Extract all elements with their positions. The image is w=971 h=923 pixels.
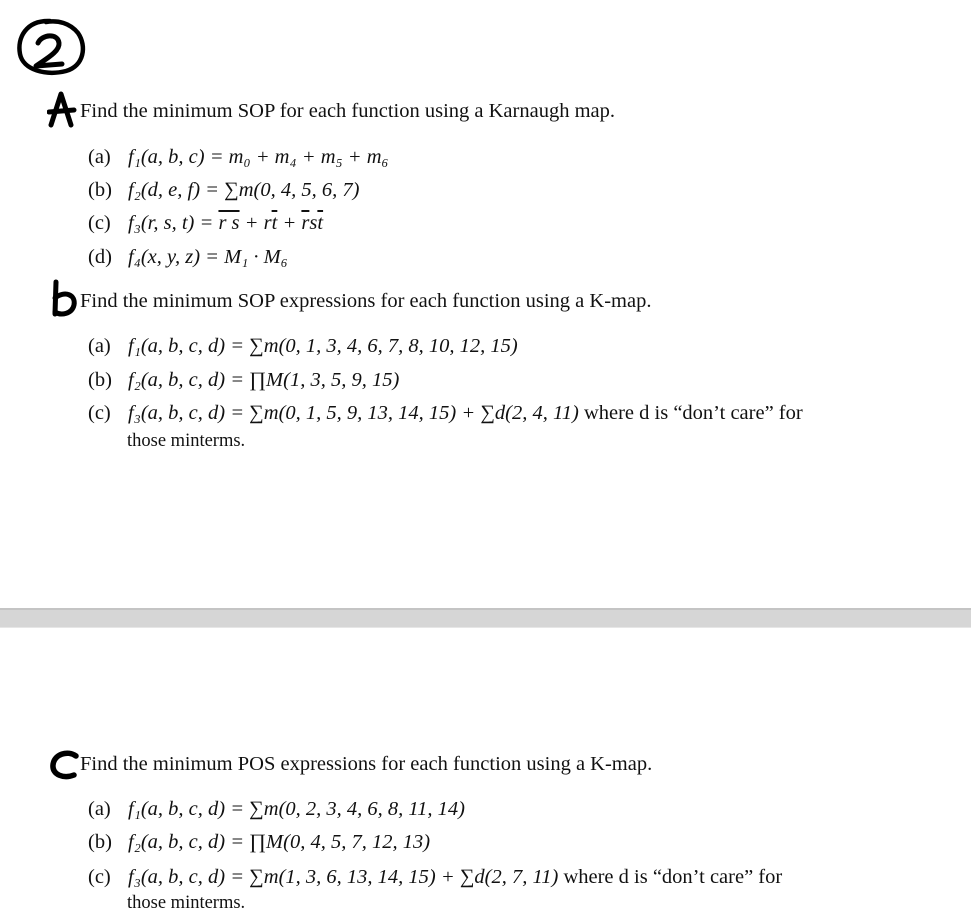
item-label: (a) bbox=[88, 798, 111, 820]
section-c-item-a bbox=[88, 796, 465, 822]
section-b-item-c bbox=[88, 400, 803, 426]
circled-problem-number-icon bbox=[12, 16, 88, 78]
section-c-item-c bbox=[88, 864, 782, 890]
item-label: (c) bbox=[88, 866, 111, 888]
item-label: (c) bbox=[88, 212, 111, 234]
section-a-item-d bbox=[88, 244, 288, 270]
section-c-item-c-continuation: those minterms. bbox=[127, 893, 246, 913]
section-a-item-a bbox=[88, 144, 389, 170]
section-b-marker-text: b bbox=[49, 278, 50, 279]
section-b-item-b bbox=[88, 367, 399, 393]
section-c-item-b bbox=[88, 829, 430, 855]
item-expression: f₁(a, b, c, d) = ∑m(0, 2, 3, 4, 6, 8, 11, 14) bbox=[128, 798, 465, 820]
item-tail-text: where d is “don’t care” for bbox=[563, 866, 783, 888]
item-expression: f₁(a, b, c) = m₀ + m₄ + m₅ + m₆ bbox=[128, 146, 389, 168]
item-expression: f₁(a, b, c, d) = ∑m(0, 1, 3, 4, 6, 7, 8, 10, 12, 15) bbox=[128, 335, 518, 357]
item-label: (c) bbox=[88, 402, 111, 424]
item-expression: f₃(a, b, c, d) = ∑m(1, 3, 6, 13, 14, 15) + ∑d(2, 7, 11) bbox=[128, 866, 559, 888]
item-label: (a) bbox=[88, 146, 111, 168]
item-label: (b) bbox=[88, 179, 112, 201]
section-a-heading: Find the minimum SOP for each function using a Karnaugh map. bbox=[80, 100, 616, 122]
section-a-marker-text: A bbox=[47, 90, 48, 91]
item-label: (b) bbox=[88, 831, 112, 853]
section-c-marker-text: C bbox=[48, 750, 49, 751]
item-expression: f₃(r, s, t) = r $s + r\overline{t} + \overline{r}s\overline{t}$ bbox=[128, 212, 324, 234]
document-page-bottom bbox=[0, 628, 971, 923]
section-c-marker-icon bbox=[48, 750, 80, 780]
item-expression: f₂(d, e, f) = ∑m(0, 4, 5, 6, 7) bbox=[128, 179, 360, 201]
item-expression: f₄(x, y, z) = M₁ · M₆ bbox=[128, 246, 288, 268]
section-b-item-a bbox=[88, 333, 518, 359]
section-a-marker-icon bbox=[47, 90, 77, 128]
item-label: (b) bbox=[88, 369, 112, 391]
item-label: (a) bbox=[88, 335, 111, 357]
page-separator bbox=[0, 608, 971, 628]
item-tail-text: where d is “don’t care” for bbox=[583, 402, 803, 424]
problem-number: 2 bbox=[12, 16, 13, 17]
section-a-item-b bbox=[88, 177, 359, 203]
item-expression: f₂(a, b, c, d) = ∏M(0, 4, 5, 7, 12, 13) bbox=[128, 831, 431, 853]
section-c-heading: Find the minimum POS expressions for each function using a K-map. bbox=[80, 753, 653, 775]
item-expression: f₃(a, b, c, d) = ∑m(0, 1, 5, 9, 13, 14, 15) + ∑d(2, 4, 11) bbox=[128, 402, 579, 424]
section-b-item-c-continuation: those minterms. bbox=[127, 431, 246, 451]
section-a-item-c bbox=[88, 210, 323, 236]
section-b-marker-icon bbox=[49, 278, 79, 318]
item-label: (d) bbox=[88, 246, 112, 268]
item-expression: f₂(a, b, c, d) = ∏M(1, 3, 5, 9, 15) bbox=[128, 369, 400, 391]
section-b-heading: Find the minimum SOP expressions for each function using a K-map. bbox=[80, 290, 652, 312]
